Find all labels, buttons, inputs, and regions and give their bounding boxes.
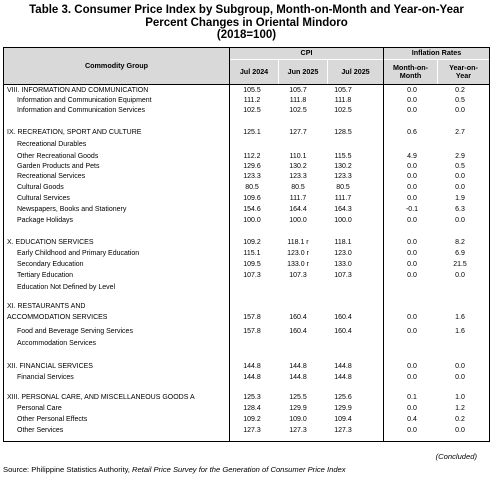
table-row: Information and Communication Services 102.5 102.5 102.5 0.0 0.0 bbox=[17, 107, 465, 114]
source-title: Retail Price Survey for the Generation of Consumer Price Index bbox=[132, 465, 346, 474]
header-month-on-month: Month-on-Month bbox=[384, 60, 437, 84]
table-row: Cultural Goods 80.5 80.5 80.5 0.0 0.0 bbox=[17, 184, 465, 191]
header-jul-2024: Jul 2024 bbox=[230, 60, 278, 84]
header-bottom-border bbox=[3, 84, 490, 85]
table-row: Food and Beverage Serving Services 157.8 160.4 160.4 0.0 1.6 bbox=[17, 328, 465, 335]
table-title bbox=[0, 4, 493, 42]
table-row: Financial Services 144.8 144.8 144.8 0.0 0.0 bbox=[17, 374, 465, 381]
table-row: Cultural Services 109.6 111.7 111.7 0.0 1.9 bbox=[17, 195, 465, 202]
table-row: Secondary Education 109.5 133.0 r 133.0 0.0 21.5 bbox=[17, 261, 467, 268]
concluded-note: (Concluded) bbox=[435, 452, 477, 461]
table-row: Newspapers, Books and Stationery 154.6 164.4 164.3 -0.1 6.3 bbox=[17, 206, 465, 213]
table-row: Recreational Services 123.3 123.3 123.3 0.0 0.0 bbox=[17, 173, 465, 180]
table-row: XII. FINANCIAL SERVICES 144.8 144.8 144.8 0.0 0.0 bbox=[7, 363, 465, 370]
table-row: Package Holidays 100.0 100.0 100.0 0.0 0.0 bbox=[17, 217, 465, 224]
title-line-2: Percent Changes in Oriental Mindoro bbox=[145, 16, 348, 29]
table-row: Other Personal Effects 109.2 109.0 109.4 0.4 0.2 bbox=[17, 416, 465, 423]
table-row: IX. RECREATION, SPORT AND CULTURE 125.1 127.7 128.5 0.6 2.7 bbox=[7, 129, 465, 136]
table-bottom-border bbox=[3, 441, 490, 442]
table-row: Tertiary Education 107.3 107.3 107.3 0.0 0.0 bbox=[17, 272, 465, 279]
header-jul-2025: Jul 2025 bbox=[328, 60, 383, 84]
table-row: Personal Care 128.4 129.9 129.9 0.0 1.2 bbox=[17, 405, 465, 412]
table-row: Other Services 127.3 127.3 127.3 0.0 0.0 bbox=[17, 427, 465, 434]
table-row: XIII. PERSONAL CARE, AND MISCELLANEOUS GOODS A 125.3 125.5 125.6 0.1 1.0 bbox=[7, 394, 465, 401]
table-row: X. EDUCATION SERVICES 109.2 118.1 r 118.1 0.0 8.2 bbox=[7, 239, 465, 246]
source-note bbox=[3, 465, 346, 474]
title-line-1: Table 3. Consumer Price Index by Subgroup, Month-on-Month and Year-on-Year bbox=[29, 4, 464, 16]
table-row: Information and Communication Equipment 111.2 111.8 111.8 0.0 0.5 bbox=[17, 97, 465, 104]
header-inflation-rates: Inflation Rates bbox=[384, 48, 489, 59]
table-row: XI. RESTAURANTS AND bbox=[7, 303, 86, 310]
table-row: Accommodation Services bbox=[17, 340, 96, 347]
header-commodity-group: Commodity Group bbox=[4, 48, 229, 84]
table-row: Other Recreational Goods 112.2 110.1 115.5 4.9 2.9 bbox=[17, 153, 465, 160]
table-top-border bbox=[3, 47, 490, 48]
table-row: VIII. INFORMATION AND COMMUNICATION 105.5 105.7 105.7 0.0 0.2 bbox=[7, 87, 465, 94]
header-cpi: CPI bbox=[230, 48, 383, 59]
source-prefix: Source: Philippine Statistics Authority, bbox=[3, 465, 133, 474]
table-row: Recreational Durables bbox=[17, 141, 87, 148]
title-line-3: (2018=100) bbox=[216, 29, 277, 41]
header-year-on-year: Year-on-Year bbox=[438, 60, 489, 84]
table-row: Early Childhood and Primary Education 115.1 123.0 r 123.0 0.0 6.9 bbox=[17, 250, 465, 257]
table-row: Education Not Defined by Level bbox=[17, 284, 116, 291]
table-row: ACCOMMODATION SERVICES 157.8 160.4 160.4 0.0 1.6 bbox=[7, 314, 465, 321]
table-row: Garden Products and Pets 129.6 130.2 130.2 0.0 0.5 bbox=[17, 163, 465, 170]
header-jun-2025: Jun 2025 bbox=[279, 60, 327, 84]
